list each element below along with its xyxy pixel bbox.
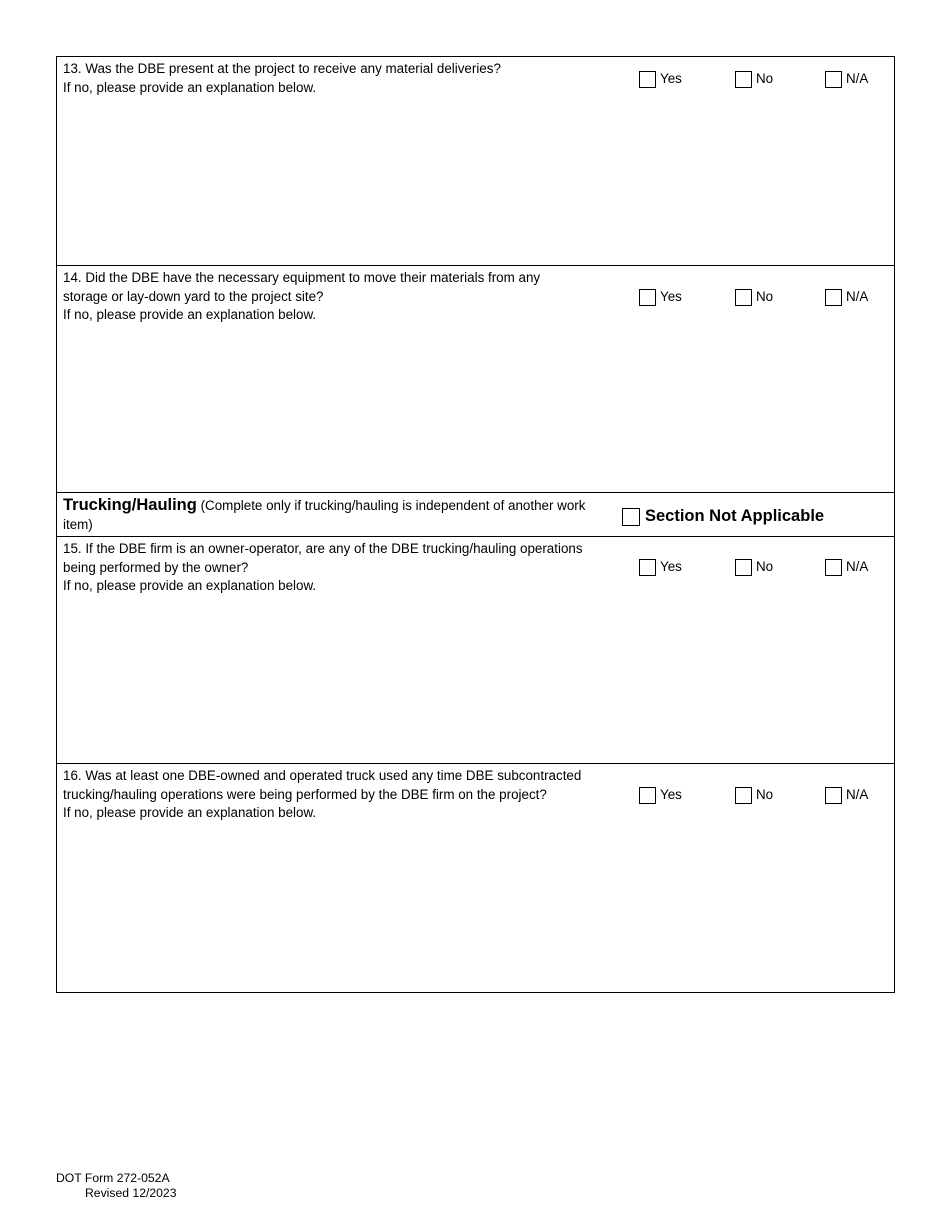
question-14-row [57, 266, 894, 493]
section-title-block [63, 496, 619, 534]
question-14-yes-label: Yes [660, 289, 682, 304]
question-16-yes-checkbox[interactable] [639, 787, 656, 804]
question-14-na-label: N/A [846, 289, 869, 304]
question-16-na-label: N/A [846, 787, 869, 802]
question-13-na-label: N/A [846, 71, 869, 86]
section-not-applicable-option[interactable] [622, 507, 824, 526]
question-14-na-checkbox[interactable] [825, 289, 842, 306]
question-13-na-checkbox[interactable] [825, 71, 842, 88]
question-15-line-1: 15. If the DBE firm is an owner-operator, are any of the DBE trucking/hauling operations [63, 541, 583, 556]
question-16-na-option[interactable] [825, 786, 868, 804]
question-15-yes-option[interactable] [639, 558, 682, 576]
question-13-explain: If no, please provide an explanation below. [63, 79, 317, 95]
question-13-na-option[interactable] [825, 70, 868, 88]
revision-date: Revised 12/2023 [85, 1185, 177, 1200]
question-16-line-1: 16. Was at least one DBE-owned and operated truck used any time DBE subcontracted [63, 768, 582, 783]
question-15-yes-label: Yes [660, 559, 682, 574]
question-15-no-label: No [756, 559, 774, 574]
question-13-text [63, 60, 613, 97]
question-13-line-1: 13. Was the DBE present at the project to receive any material deliveries? [63, 61, 501, 76]
question-15-no-checkbox[interactable] [735, 559, 752, 576]
question-15-na-checkbox[interactable] [825, 559, 842, 576]
question-16-na-checkbox[interactable] [825, 787, 842, 804]
question-16-yes-label: Yes [660, 787, 682, 802]
question-15-row [57, 537, 894, 764]
form-number: DOT Form 272-052A [56, 1171, 170, 1185]
question-15-line-2: being performed by the owner? [63, 559, 249, 575]
question-15-text [63, 540, 613, 596]
question-16-no-label: No [756, 787, 774, 802]
question-13-no-checkbox[interactable] [735, 71, 752, 88]
form-footer [56, 1171, 176, 1200]
question-15-explain: If no, please provide an explanation below. [63, 578, 317, 594]
question-14-no-option[interactable] [735, 288, 773, 306]
question-15-no-option[interactable] [735, 558, 773, 576]
question-14-no-checkbox[interactable] [735, 289, 752, 306]
section-note-line-2: item) [63, 516, 93, 532]
question-14-na-option[interactable] [825, 288, 868, 306]
question-14-yes-option[interactable] [639, 288, 682, 306]
question-14-line-1: 14. Did the DBE have the necessary equipment to move their materials from any [63, 270, 541, 285]
question-13-yes-label: Yes [660, 71, 682, 86]
question-13-no-option[interactable] [735, 70, 773, 88]
question-15-na-label: N/A [846, 559, 869, 574]
question-16-yes-option[interactable] [639, 786, 682, 804]
question-14-line-2: storage or lay-down yard to the project site? [63, 288, 324, 304]
question-14-text [63, 269, 613, 325]
section-not-applicable-label: Section Not Applicable [645, 507, 825, 525]
section-note-line-1: (Complete only if trucking/hauling is independent of another work [200, 498, 586, 513]
question-16-explain: If no, please provide an explanation below. [63, 805, 317, 821]
question-16-line-2: trucking/hauling operations were being performed by the DBE firm on the project? [63, 786, 547, 802]
section-not-applicable-checkbox[interactable] [622, 508, 640, 526]
dbe-review-form [56, 56, 895, 993]
question-14-explain: If no, please provide an explanation below. [63, 307, 317, 323]
question-13-row [57, 57, 894, 266]
question-16-no-checkbox[interactable] [735, 787, 752, 804]
question-13-yes-option[interactable] [639, 70, 682, 88]
question-16-no-option[interactable] [735, 786, 773, 804]
question-15-yes-checkbox[interactable] [639, 559, 656, 576]
trucking-hauling-section-header [57, 493, 894, 537]
section-title: Trucking/Hauling [63, 496, 197, 514]
question-13-no-label: No [756, 71, 774, 86]
question-15-na-option[interactable] [825, 558, 868, 576]
question-13-yes-checkbox[interactable] [639, 71, 656, 88]
question-14-yes-checkbox[interactable] [639, 289, 656, 306]
question-16-row [57, 764, 894, 992]
question-14-no-label: No [756, 289, 774, 304]
question-16-text [63, 767, 613, 823]
